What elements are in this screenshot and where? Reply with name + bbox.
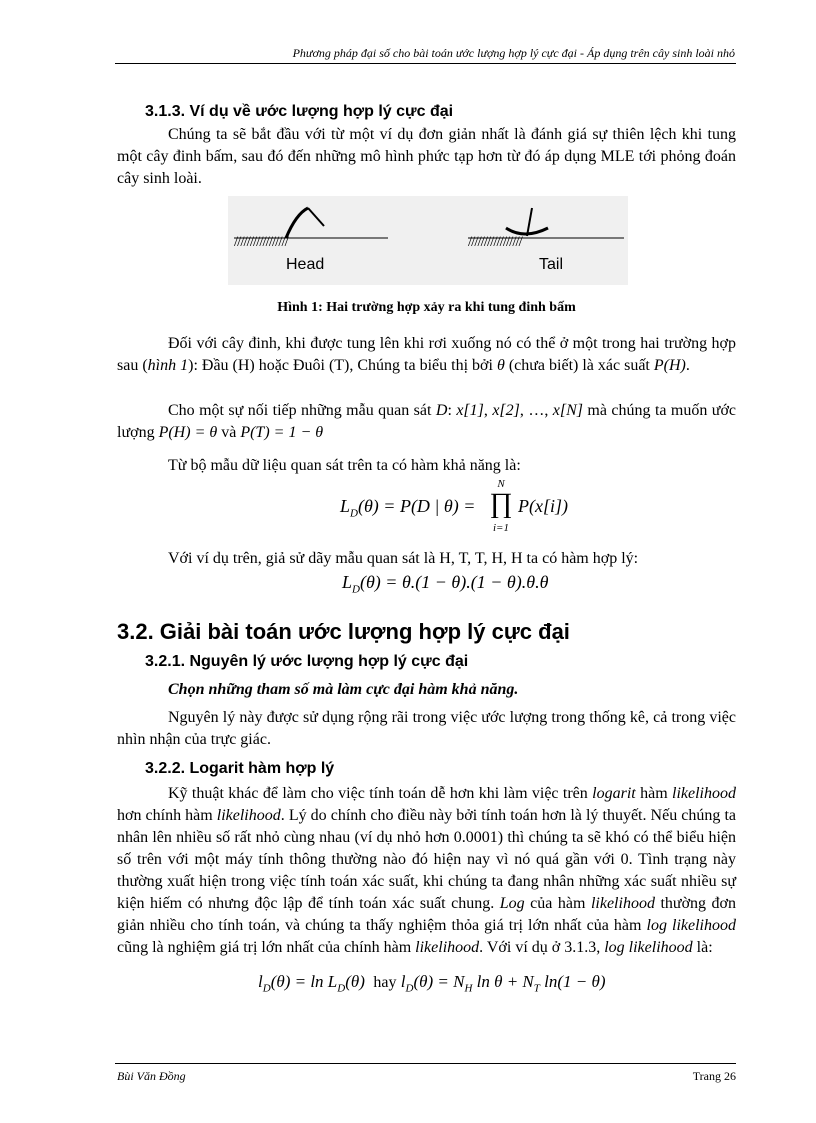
log-likelihood-equation: $l_D(\theta) = \ln L_D(\theta)$ hay $l_D(\theta) = N_H$ $\ln \theta + N_T$ ln(1 − θ) bbox=[258, 972, 606, 995]
page-number: Trang 26 bbox=[692, 1069, 736, 1083]
footer-author: Bùi Văn Đồng bbox=[117, 1069, 186, 1083]
paragraph-principle: Nguyên lý này được sử dụng rộng rãi trong việc ước lượng trong thống kê, cả trong việc nhìn nhận của trực giác. bbox=[117, 709, 736, 748]
section-heading-3-1-3: 3.1.3. Ví dụ về ước lượng hợp lý cực đại bbox=[145, 103, 454, 120]
product-term: P(x[i]) bbox=[518, 496, 568, 516]
footer-rule bbox=[115, 1063, 736, 1064]
paragraph-intro: Chúng ta sẽ bắt đầu với từ một ví dụ đơn giản nhất là đánh giá sự thiên lệch khi tung một cây đinh bấm, sau đó đến những mô hình phức tạp hơn từ đó áp dụng MLE tới phỏng đoán cây sinh loài. bbox=[117, 126, 736, 187]
section-heading-3-2-2: 3.2.2. Logarit hàm hợp lý bbox=[145, 760, 335, 777]
principle-statement: Chọn những tham số mà làm cực đại hàm khả năng. bbox=[168, 681, 519, 698]
section-heading-3-2-1: 3.2.1. Nguyên lý ước lượng hợp lý cực đại bbox=[145, 653, 469, 670]
tail-ground-hatch: ///////////////// bbox=[468, 234, 522, 250]
example-likelihood-equation: $L_D(\theta) = \theta.(1 - \theta).(1 - \theta).\theta.\theta$ bbox=[342, 572, 549, 596]
paragraph-example: Với ví dụ trên, giả sử dãy mẫu quan sát là H, T, T, H, H ta có hàm hợp lý: bbox=[168, 550, 639, 567]
paragraph-likelihood: Từ bộ mẫu dữ liệu quan sát trên ta có hàm khả năng là: bbox=[168, 457, 521, 474]
product-symbol: ∏ bbox=[489, 488, 513, 519]
head-label: Head bbox=[286, 256, 325, 273]
product-upper: N bbox=[497, 478, 505, 490]
paragraph-sequence: Cho một sự nối tiếp những mẫu quan sát D: x[1], x[2], …, x[N] mà chúng ta muốn ước lượng P(H) = θ và P(T) = 1 − θ bbox=[117, 402, 737, 441]
figure-caption: Hình 1: Hai trường hợp xảy ra khi tung đinh bấm bbox=[277, 300, 576, 315]
paragraph-cases: Đối với cây đinh, khi được tung lên khi rơi xuống nó có thể ở một trong hai trường hợp sau (hình 1): Đầu (H) hoặc Đuôi (T), Chúng ta biểu thị bởi θ (chưa biết) là xác suất P(H). bbox=[117, 335, 736, 374]
header-rule bbox=[115, 63, 736, 64]
product-lower: i=1 bbox=[493, 522, 509, 534]
head-ground-hatch: ///////////////// bbox=[234, 234, 288, 250]
section-heading-3-2: 3.2. Giải bài toán ước lượng hợp lý cực đại bbox=[117, 619, 570, 644]
likelihood-equation: $L_D(\theta) = P(D$ | θ) = bbox=[340, 496, 476, 520]
tack-figure bbox=[228, 196, 628, 285]
paragraph-log-likelihood: Kỹ thuật khác để làm cho việc tính toán dễ hơn khi làm việc trên logarit hàm likelihood hơn chính hàm likelihood. Lý do chính cho điều này bởi tính toán hơn là lý thuyết. Nếu chúng ta nhân lên nhiều số rất nhỏ cùng nhau (ví dụ nhỏ hơn 0.0001) thì chúng ta sẽ khó có thể biểu hiện số trên với một máy tính thông thường nào đó hiện nay vì nó quá gần với 0. Tình trạng này thường xuất hiện trong việc tính toán xác suất, khi chúng ta đang nhân những xác suất nhiều sự kiện hiếm có nhưng độc lập để tính toán xác suất chung. Log của hàm likelihood thường đơn giản nhiều cho tính toán, và chúng ta thấy nghiệm thỏa giá trị lớn nhất của hàm log likelihood cũng là nghiệm giá trị lớn nhất của chính hàm likelihood. Với ví dụ ở 3.1.3, log likelihood là: bbox=[117, 785, 737, 956]
tail-label: Tail bbox=[539, 256, 564, 273]
head-tack-shape bbox=[286, 208, 308, 238]
running-header: Phương pháp đại số cho bài toán ước lượng hợp lý cực đại - Áp dụng trên cây sinh loài nhỏ bbox=[292, 46, 735, 60]
